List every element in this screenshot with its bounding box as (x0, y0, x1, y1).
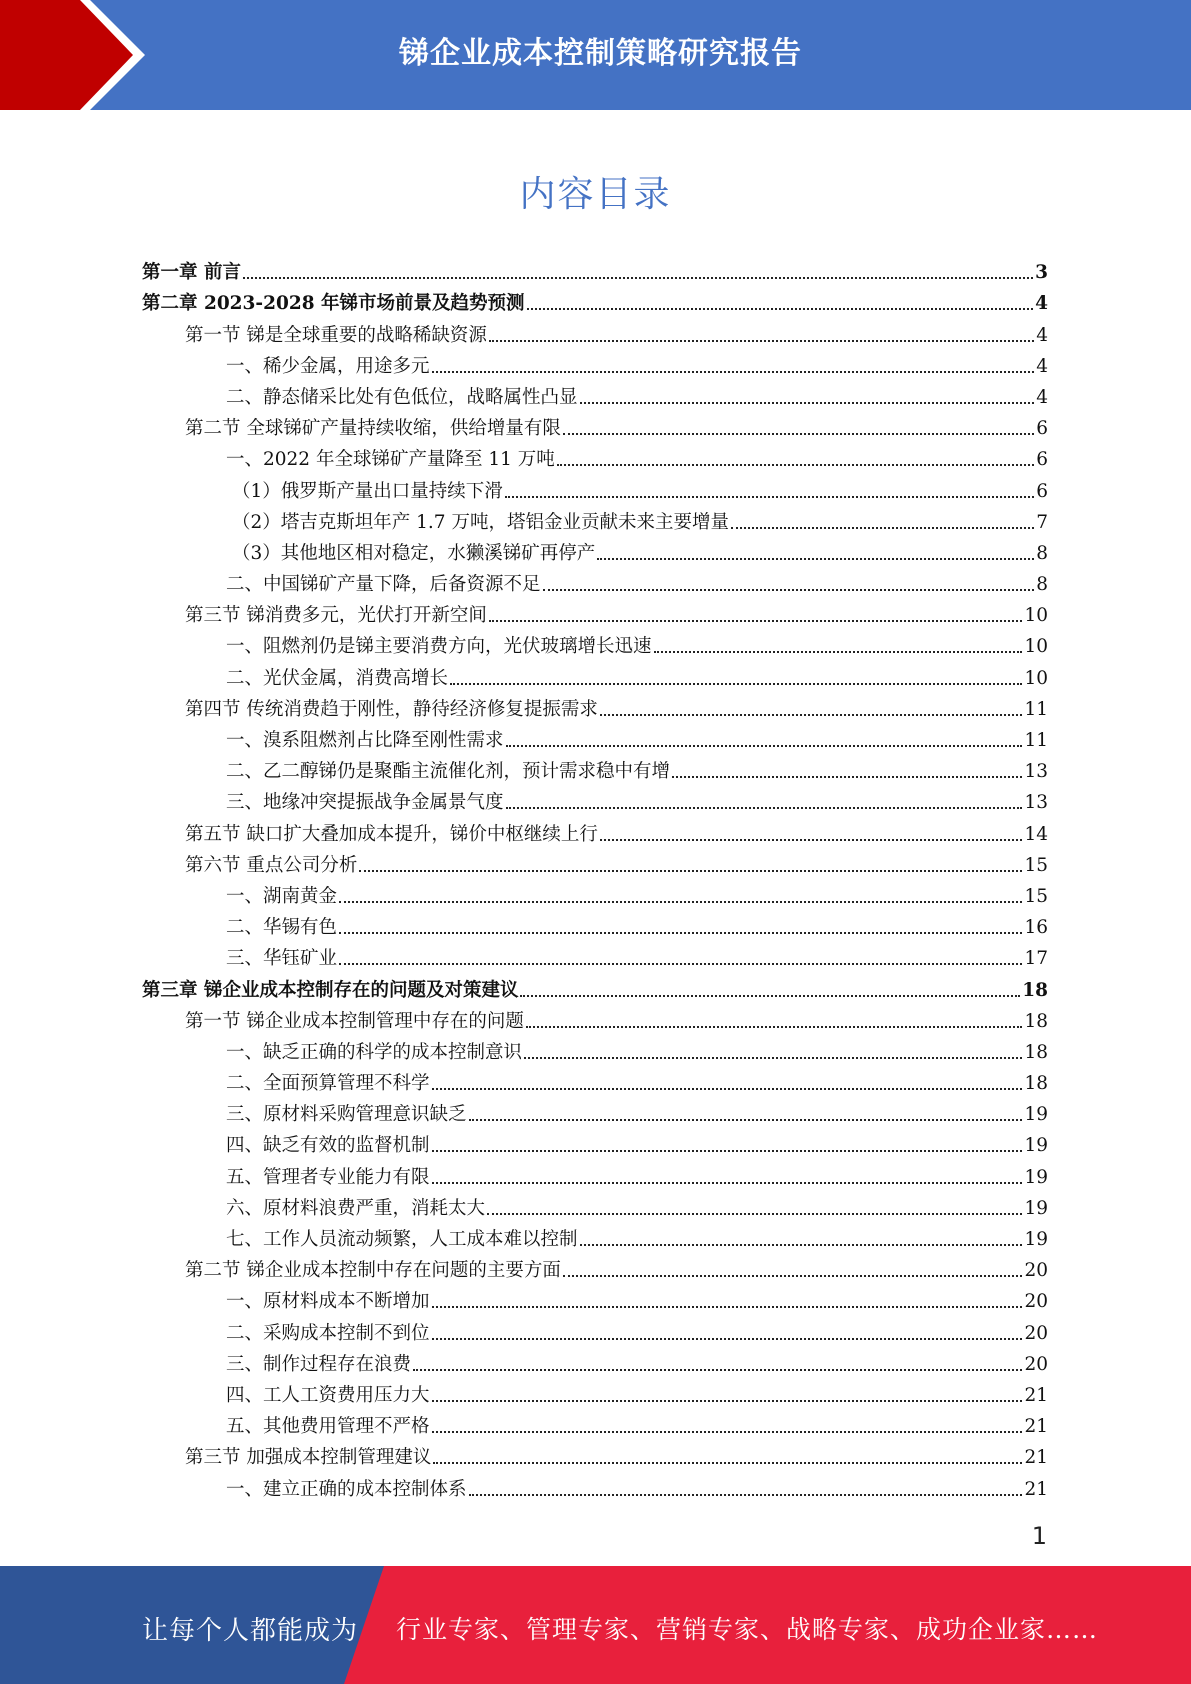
toc-dot-leader (432, 1150, 1023, 1152)
toc-entry[interactable] (142, 1314, 1048, 1345)
toc-entry[interactable] (142, 1034, 1048, 1065)
toc-entry[interactable] (142, 566, 1048, 597)
toc-entry-page: 19 (1024, 1229, 1048, 1250)
page-header (0, 0, 1191, 110)
toc-entry[interactable] (142, 971, 1048, 1002)
toc-dot-leader (432, 1306, 1023, 1308)
toc-entry-label: 六、原材料浪费严重，消耗太大 (226, 1197, 486, 1219)
toc-dot-leader (432, 1400, 1023, 1402)
toc-dot-leader (557, 464, 1034, 466)
toc-dot-leader (654, 651, 1023, 653)
toc-entry-label: 第五节 缺口扩大叠加成本提升，锑价中枢继续上行 (185, 823, 598, 845)
toc-dot-leader (543, 589, 1035, 591)
toc-dot-leader (600, 839, 1023, 841)
toc-entry-label: 五、其他费用管理不严格 (226, 1416, 430, 1438)
toc-entry[interactable] (142, 285, 1048, 316)
toc-entry[interactable] (142, 441, 1048, 472)
toc-entry[interactable] (142, 1065, 1048, 1096)
toc-entry-page: 18 (1024, 1073, 1048, 1095)
toc-entry-label: 三、华钰矿业 (226, 948, 338, 970)
toc-dot-leader (526, 1026, 1023, 1028)
toc-dot-leader (597, 558, 1034, 560)
toc-entry[interactable] (142, 1003, 1048, 1034)
toc-entry[interactable] (142, 1470, 1048, 1501)
toc-dot-leader (489, 620, 1023, 622)
toc-dot-leader (450, 683, 1022, 685)
toc-dot-leader (580, 1244, 1023, 1246)
toc-entry-label: 第二节 全球锑矿产量持续收缩，供给增量有限 (185, 418, 561, 440)
toc-entry-page: 19 (1024, 1197, 1048, 1219)
toc-dot-leader (469, 1119, 1023, 1121)
toc-entry[interactable] (142, 691, 1048, 722)
toc-entry[interactable] (142, 1377, 1048, 1408)
toc-dot-leader (563, 1275, 1023, 1277)
toc-entry[interactable] (142, 878, 1048, 909)
toc-entry-label: 二、全面预算管理不科学 (226, 1073, 430, 1095)
toc-entry-page: 4 (1036, 386, 1048, 408)
toc-dot-leader (506, 745, 1023, 747)
toc-entry[interactable] (142, 659, 1048, 690)
toc-entry-label: 三、地缘冲突提振战争金属景气度 (226, 792, 504, 814)
toc-entry[interactable] (142, 254, 1048, 285)
toc-entry-page: 10 (1024, 605, 1048, 627)
toc-dot-leader (489, 340, 1034, 342)
toc-dot-leader (339, 963, 1022, 965)
toc-entry-label: 五、管理者专业能力有限 (226, 1166, 430, 1188)
toc-entry-page: 21 (1024, 1478, 1048, 1500)
toc-entry[interactable] (142, 1127, 1048, 1158)
toc-dot-leader (487, 1213, 1022, 1215)
toc-entry-page: 20 (1024, 1322, 1048, 1344)
toc-entry-label: 一、原材料成本不断增加 (226, 1291, 430, 1313)
toc-entry-page: 20 (1024, 1260, 1048, 1282)
toc-entry[interactable] (142, 847, 1048, 878)
toc-entry-page: 3 (1035, 262, 1048, 284)
toc-entry[interactable] (142, 1252, 1048, 1283)
toc-entry[interactable] (142, 504, 1048, 535)
toc-dot-leader (432, 1338, 1023, 1340)
toc-entry[interactable] (142, 940, 1048, 971)
toc-entry-page: 15 (1024, 854, 1048, 876)
page-number: 1 (1031, 1522, 1047, 1550)
toc-entry-page: 14 (1024, 823, 1048, 845)
toc-entry-page: 6 (1036, 418, 1048, 440)
toc-dot-leader (339, 901, 1022, 903)
toc-entry[interactable] (142, 348, 1048, 379)
toc-entry-label: 二、采购成本控制不到位 (226, 1322, 430, 1344)
toc-entry[interactable] (142, 1408, 1048, 1439)
toc-entry[interactable] (142, 535, 1048, 566)
toc-entry[interactable] (142, 410, 1048, 441)
toc-entry-page: 20 (1024, 1291, 1048, 1313)
toc-entry[interactable] (142, 628, 1048, 659)
toc-entry-page: 7 (1036, 511, 1048, 533)
toc-entry-page: 21 (1024, 1384, 1048, 1406)
toc-dot-leader (506, 807, 1023, 809)
toc-dot-leader (339, 932, 1022, 934)
toc-entry[interactable] (142, 1158, 1048, 1189)
toc-entry-page: 10 (1024, 667, 1048, 689)
toc-entry-label: 一、湖南黄金 (226, 885, 338, 907)
report-title: 锑企业成本控制策略研究报告 (399, 36, 802, 71)
toc-entry-label: 二、光伏金属，消费高增长 (226, 667, 449, 689)
toc-entry[interactable] (142, 1190, 1048, 1221)
toc-entry-label: 第一节 锑是全球重要的战略稀缺资源 (185, 324, 487, 346)
toc-entry-label: 一、2022 年全球锑矿产量降至 11 万吨 (226, 449, 555, 471)
toc-entry-page: 19 (1024, 1166, 1048, 1188)
footer-slogan-right: 行业专家、管理专家、营销专家、战略专家、成功企业家…… (396, 1615, 1099, 1644)
toc-entry-label: 二、中国锑矿产量下降，后备资源不足 (226, 574, 541, 596)
toc-entry-label: 第四节 传统消费趋于刚性，静待经济修复提振需求 (185, 698, 598, 720)
toc-entry-label: 第二章 2023-2028 年锑市场前景及趋势预测 (142, 293, 525, 315)
toc-entry[interactable] (142, 472, 1048, 503)
toc-dot-leader (359, 870, 1022, 872)
toc-entry-label: （1）俄罗斯产量出口量持续下滑 (232, 480, 503, 502)
footer-slogan-left: 让每个人都能成为 (142, 1616, 359, 1646)
toc-entry-page: 4 (1035, 293, 1048, 315)
toc-entry-label: 四、工人工资费用压力大 (226, 1384, 430, 1406)
toc-entry-page: 13 (1024, 792, 1048, 814)
toc-entry-page: 6 (1036, 480, 1048, 502)
toc-dot-leader (580, 402, 1035, 404)
toc-entry-label: 四、缺乏有效的监督机制 (226, 1135, 430, 1157)
toc-dot-leader (524, 1057, 1022, 1059)
toc-dot-leader (243, 277, 1033, 279)
toc-entry[interactable] (142, 1221, 1048, 1252)
toc-dot-leader (432, 1431, 1023, 1433)
toc-entry-label: 二、静态储采比处有色低位，战略属性凸显 (226, 386, 578, 408)
toc-dot-leader (520, 995, 1020, 997)
table-of-contents (142, 254, 1048, 1502)
toc-dot-leader (432, 371, 1035, 373)
toc-entry-page: 4 (1036, 324, 1048, 346)
toc-entry-label: 第三节 加强成本控制管理建议 (185, 1447, 432, 1469)
toc-dot-leader (563, 433, 1034, 435)
toc-entry-label: 第三章 锑企业成本控制存在的问题及对策建议 (142, 979, 519, 1001)
toc-entry-label: 一、建立正确的成本控制体系 (226, 1478, 467, 1500)
page-footer (0, 1566, 1191, 1684)
toc-entry-page: 18 (1022, 979, 1048, 1001)
toc-dot-leader (600, 714, 1023, 716)
toc-entry-page: 8 (1036, 542, 1048, 564)
toc-entry[interactable] (142, 597, 1048, 628)
toc-dot-leader (413, 1369, 1022, 1371)
toc-entry-label: 第一节 锑企业成本控制管理中存在的问题 (185, 1010, 524, 1032)
toc-entry[interactable] (142, 784, 1048, 815)
toc-entry-page: 13 (1024, 761, 1048, 783)
toc-entry[interactable] (142, 379, 1048, 410)
toc-entry-page: 11 (1024, 698, 1048, 720)
toc-entry[interactable] (142, 722, 1048, 753)
toc-dot-leader (672, 776, 1022, 778)
toc-entry[interactable] (142, 1346, 1048, 1377)
toc-entry-label: （2）塔吉克斯坦年产 1.7 万吨，塔铝金业贡献未来主要增量 (232, 511, 729, 533)
toc-entry-page: 19 (1024, 1135, 1048, 1157)
toc-entry-page: 6 (1036, 449, 1048, 471)
toc-entry[interactable] (142, 1439, 1048, 1470)
toc-entry[interactable] (142, 1283, 1048, 1314)
toc-dot-leader (432, 1088, 1023, 1090)
toc-entry[interactable] (142, 316, 1048, 347)
toc-entry-label: 一、稀少金属，用途多元 (226, 355, 430, 377)
toc-entry[interactable] (142, 753, 1048, 784)
toc-entry-page: 20 (1024, 1353, 1048, 1375)
toc-dot-leader (469, 1494, 1023, 1496)
toc-entry-page: 17 (1024, 948, 1048, 970)
toc-dot-leader (505, 496, 1034, 498)
toc-entry-page: 4 (1036, 355, 1048, 377)
toc-entry-page: 18 (1024, 1041, 1048, 1063)
toc-entry-label: （3）其他地区相对稳定，水獭溪锑矿再停产 (232, 542, 596, 564)
toc-dot-leader (432, 1182, 1023, 1184)
toc-dot-leader (731, 527, 1034, 529)
toc-entry-label: 三、原材料采购管理意识缺乏 (226, 1104, 467, 1126)
toc-entry-page: 11 (1024, 730, 1048, 751)
toc-entry-page: 21 (1024, 1447, 1048, 1469)
toc-entry-label: 第六节 重点公司分析 (185, 854, 358, 876)
toc-dot-leader (527, 308, 1034, 310)
toc-entry-label: 一、缺乏正确的科学的成本控制意识 (226, 1041, 523, 1063)
toc-entry-page: 16 (1024, 917, 1048, 939)
toc-entry-page: 18 (1024, 1010, 1048, 1032)
toc-entry-label: 二、乙二醇锑仍是聚酯主流催化剂，预计需求稳中有增 (226, 761, 671, 783)
toc-entry-label: 一、阻燃剂仍是锑主要消费方向，光伏玻璃增长迅速 (226, 636, 652, 658)
toc-entry-label: 七、工作人员流动频繁，人工成本难以控制 (226, 1229, 578, 1250)
toc-entry-page: 10 (1024, 636, 1048, 658)
toc-entry-label: 二、华锡有色 (226, 917, 338, 939)
toc-entry-label: 第三节 锑消费多元，光伏打开新空间 (185, 605, 487, 627)
toc-entry-page: 15 (1024, 885, 1048, 907)
toc-dot-leader (433, 1462, 1022, 1464)
toc-entry[interactable] (142, 815, 1048, 846)
toc-entry-label: 一、溴系阻燃剂占比降至刚性需求 (226, 730, 504, 751)
toc-entry[interactable] (142, 909, 1048, 940)
toc-entry-page: 8 (1036, 574, 1048, 596)
toc-entry-page: 21 (1024, 1416, 1048, 1438)
toc-entry-label: 第一章 前言 (142, 262, 241, 284)
toc-entry-label: 三、制作过程存在浪费 (226, 1353, 412, 1375)
toc-title: 内容目录 (519, 174, 672, 215)
toc-entry-label: 第二节 锑企业成本控制中存在问题的主要方面 (185, 1260, 561, 1282)
toc-entry[interactable] (142, 1096, 1048, 1127)
toc-entry-page: 19 (1024, 1104, 1048, 1126)
